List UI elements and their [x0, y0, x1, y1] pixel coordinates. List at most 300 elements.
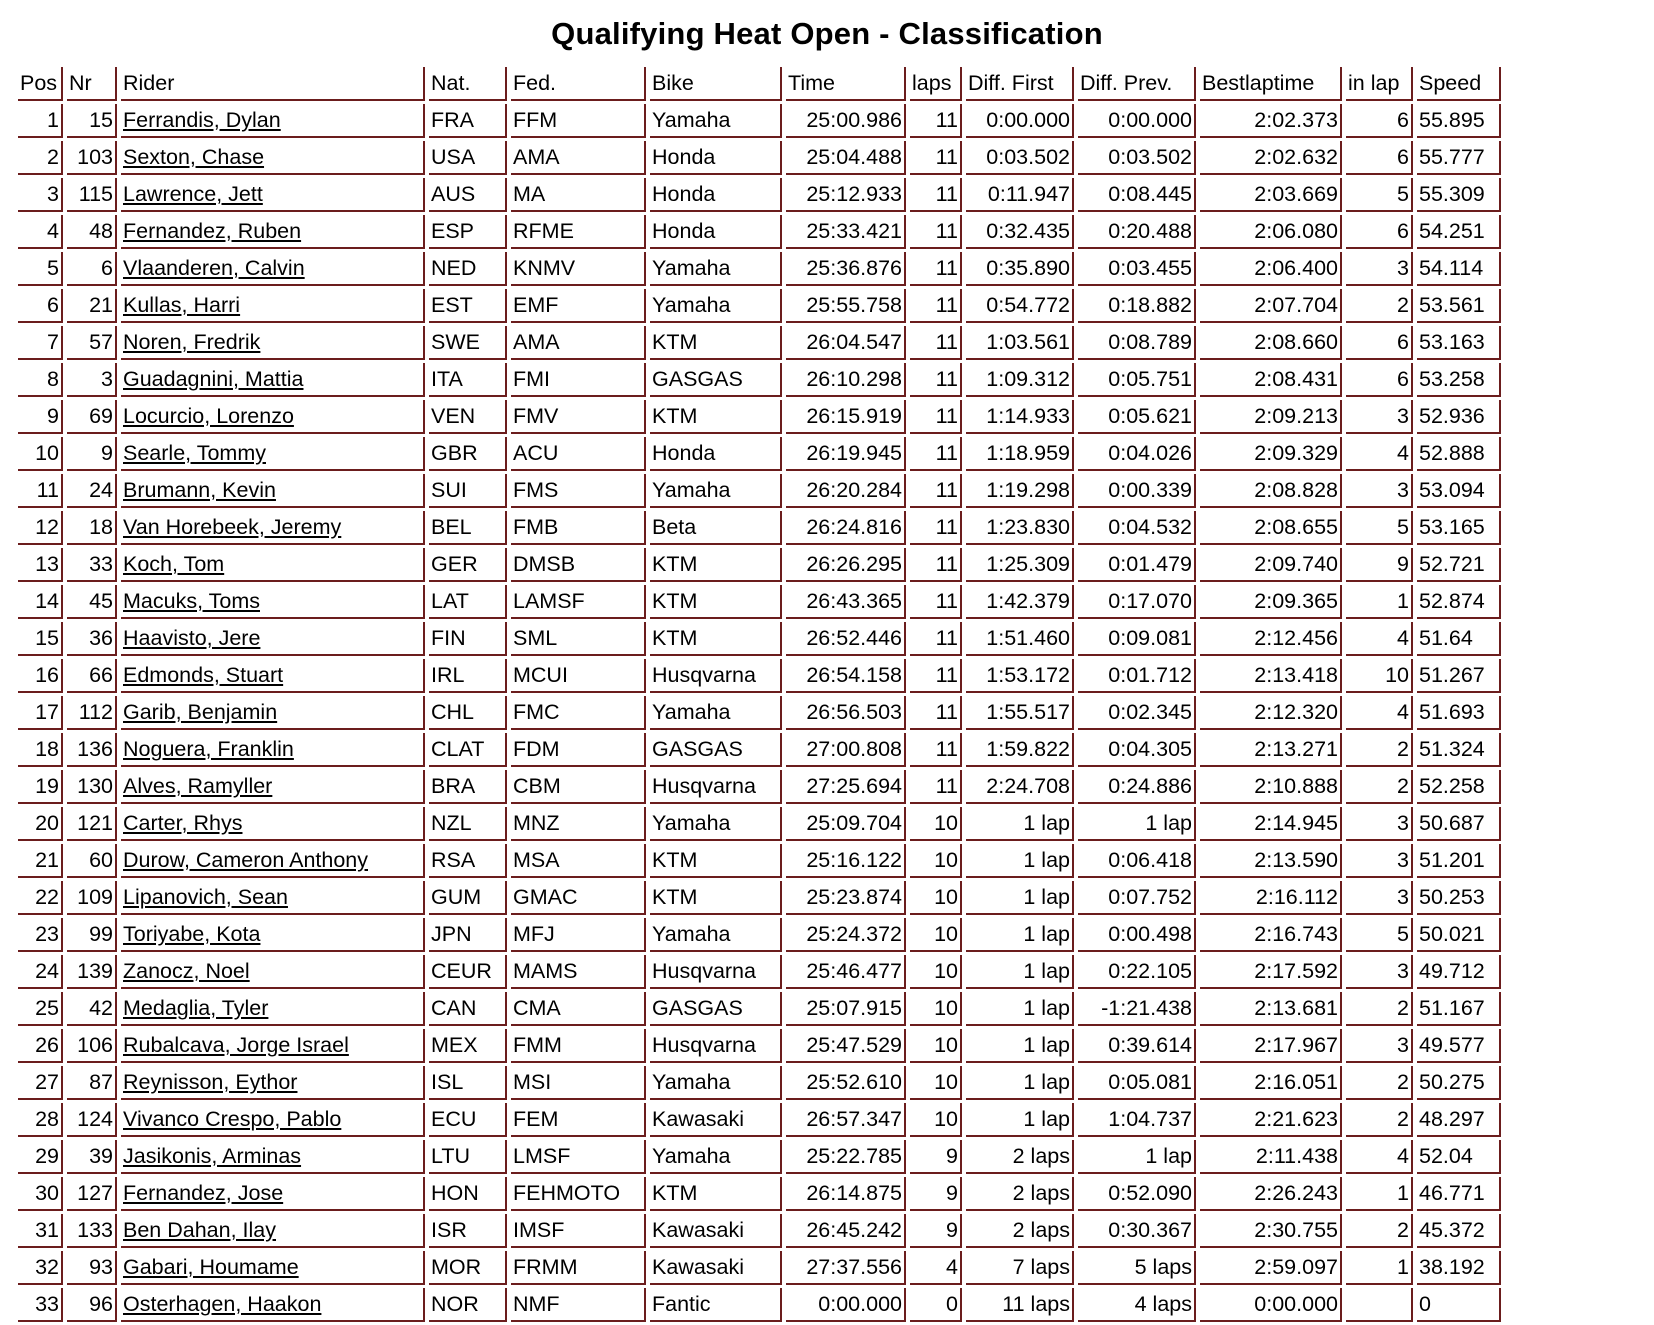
column-header-nat: Nat.	[429, 67, 507, 101]
bike-cell: KTM	[650, 548, 782, 582]
bike-cell: Honda	[650, 141, 782, 175]
diff-prev-cell: 0:09.081	[1078, 622, 1196, 656]
nr-cell: 112	[67, 696, 117, 730]
best-cell: 2:02.632	[1200, 141, 1342, 175]
speed-cell: 52.874	[1417, 585, 1501, 619]
rider-link[interactable]: Osterhagen, Haakon	[123, 1292, 322, 1316]
fed-cell: RFME	[511, 215, 646, 249]
diff-prev-cell: 1 lap	[1078, 1140, 1196, 1174]
laps-cell: 11	[910, 659, 962, 693]
rider-link[interactable]: Edmonds, Stuart	[123, 663, 284, 687]
speed-cell: 49.577	[1417, 1029, 1501, 1063]
diff-prev-cell: 0:18.882	[1078, 289, 1196, 323]
diff-first-cell: 1:09.312	[966, 363, 1074, 397]
rider-link[interactable]: Rubalcava, Jorge Israel	[123, 1033, 349, 1057]
in-lap-cell: 1	[1346, 1177, 1413, 1211]
nr-cell: 18	[67, 511, 117, 545]
nr-cell: 106	[67, 1029, 117, 1063]
nr-cell: 133	[67, 1214, 117, 1248]
rider-link[interactable]: Vivanco Crespo, Pablo	[123, 1107, 342, 1131]
nat-cell: SUI	[429, 474, 507, 508]
rider-cell	[121, 252, 425, 286]
in-lap-cell: 2	[1346, 1103, 1413, 1137]
laps-cell: 9	[910, 1177, 962, 1211]
fed-cell: NMF	[511, 1288, 646, 1322]
best-cell: 2:30.755	[1200, 1214, 1342, 1248]
best-cell: 2:12.456	[1200, 622, 1342, 656]
table-row	[18, 1214, 1501, 1248]
bike-cell: Husqvarna	[650, 955, 782, 989]
rider-link[interactable]: Toriyabe, Kota	[123, 922, 261, 946]
diff-first-cell: 1 lap	[966, 955, 1074, 989]
time-cell: 26:26.295	[786, 548, 906, 582]
pos-cell: 16	[18, 659, 63, 693]
laps-cell: 10	[910, 844, 962, 878]
in-lap-cell: 2	[1346, 289, 1413, 323]
nr-cell: 36	[67, 622, 117, 656]
rider-link[interactable]: Carter, Rhys	[123, 811, 243, 835]
best-cell: 2:13.681	[1200, 992, 1342, 1026]
rider-link[interactable]: Lawrence, Jett	[123, 182, 263, 206]
in-lap-cell: 5	[1346, 918, 1413, 952]
bike-cell: Yamaha	[650, 807, 782, 841]
nr-cell: 124	[67, 1103, 117, 1137]
rider-cell	[121, 918, 425, 952]
rider-link[interactable]: Brumann, Kevin	[123, 478, 276, 502]
diff-prev-cell: 0:00.339	[1078, 474, 1196, 508]
table-row	[18, 1066, 1501, 1100]
laps-cell: 11	[910, 326, 962, 360]
bike-cell: Yamaha	[650, 289, 782, 323]
bike-cell: Yamaha	[650, 696, 782, 730]
pos-cell: 9	[18, 400, 63, 434]
column-header-best: Bestlaptime	[1200, 67, 1342, 101]
diff-prev-cell: 0:01.479	[1078, 548, 1196, 582]
rider-link[interactable]: Noren, Fredrik	[123, 330, 261, 354]
diff-prev-cell: 0:03.455	[1078, 252, 1196, 286]
table-row	[18, 363, 1501, 397]
rider-cell	[121, 437, 425, 471]
fed-cell: FMS	[511, 474, 646, 508]
in-lap-cell: 4	[1346, 1140, 1413, 1174]
best-cell: 2:13.590	[1200, 844, 1342, 878]
diff-prev-cell: 0:06.418	[1078, 844, 1196, 878]
rider-link[interactable]: Vlaanderen, Calvin	[123, 256, 305, 280]
in-lap-cell: 3	[1346, 400, 1413, 434]
best-cell: 2:16.112	[1200, 881, 1342, 915]
rider-link[interactable]: Gabari, Houmame	[123, 1255, 299, 1279]
pos-cell: 29	[18, 1140, 63, 1174]
rider-link[interactable]: Ben Dahan, Ilay	[123, 1218, 276, 1242]
diff-first-cell: 1 lap	[966, 844, 1074, 878]
laps-cell: 11	[910, 622, 962, 656]
bike-cell: Yamaha	[650, 474, 782, 508]
rider-cell	[121, 548, 425, 582]
nr-cell: 60	[67, 844, 117, 878]
table-row	[18, 1140, 1501, 1174]
table-row	[18, 659, 1501, 693]
speed-cell: 51.324	[1417, 733, 1501, 767]
nat-cell: RSA	[429, 844, 507, 878]
bike-cell: GASGAS	[650, 363, 782, 397]
rider-cell	[121, 733, 425, 767]
nat-cell: GUM	[429, 881, 507, 915]
table-row	[18, 548, 1501, 582]
bike-cell: Husqvarna	[650, 770, 782, 804]
rider-link[interactable]: Sexton, Chase	[123, 145, 265, 169]
pos-cell: 30	[18, 1177, 63, 1211]
diff-prev-cell: 0:52.090	[1078, 1177, 1196, 1211]
laps-cell: 11	[910, 178, 962, 212]
pos-cell: 1	[18, 104, 63, 138]
fed-cell: MNZ	[511, 807, 646, 841]
rider-link[interactable]: Locurcio, Lorenzo	[123, 404, 294, 428]
speed-cell: 50.021	[1417, 918, 1501, 952]
nr-cell: 66	[67, 659, 117, 693]
pos-cell: 25	[18, 992, 63, 1026]
speed-cell: 53.258	[1417, 363, 1501, 397]
time-cell: 25:52.610	[786, 1066, 906, 1100]
table-row	[18, 622, 1501, 656]
best-cell: 2:08.655	[1200, 511, 1342, 545]
nr-cell: 130	[67, 770, 117, 804]
pos-cell: 17	[18, 696, 63, 730]
speed-cell: 0	[1417, 1288, 1501, 1322]
bike-cell: GASGAS	[650, 733, 782, 767]
laps-cell: 0	[910, 1288, 962, 1322]
pos-cell: 21	[18, 844, 63, 878]
best-cell: 2:26.243	[1200, 1177, 1342, 1211]
table-row	[18, 215, 1501, 249]
pos-cell: 6	[18, 289, 63, 323]
time-cell: 26:56.503	[786, 696, 906, 730]
nr-cell: 96	[67, 1288, 117, 1322]
table-row	[18, 141, 1501, 175]
table-row	[18, 955, 1501, 989]
laps-cell: 11	[910, 400, 962, 434]
bike-cell: Yamaha	[650, 1140, 782, 1174]
diff-prev-cell: 0:04.305	[1078, 733, 1196, 767]
fed-cell: EMF	[511, 289, 646, 323]
in-lap-cell: 1	[1346, 1251, 1413, 1285]
fed-cell: FMB	[511, 511, 646, 545]
diff-prev-cell: 0:04.532	[1078, 511, 1196, 545]
diff-first-cell: 2 laps	[966, 1214, 1074, 1248]
nat-cell: ITA	[429, 363, 507, 397]
rider-link[interactable]: Macuks, Toms	[123, 589, 260, 613]
nr-cell: 87	[67, 1066, 117, 1100]
in-lap-cell: 10	[1346, 659, 1413, 693]
rider-cell	[121, 1066, 425, 1100]
pos-cell: 27	[18, 1066, 63, 1100]
pos-cell: 19	[18, 770, 63, 804]
laps-cell: 11	[910, 289, 962, 323]
bike-cell: Kawasaki	[650, 1251, 782, 1285]
table-row	[18, 1251, 1501, 1285]
column-header-diff-first: Diff. First	[966, 67, 1074, 101]
bike-cell: Yamaha	[650, 1066, 782, 1100]
nr-cell: 42	[67, 992, 117, 1026]
rider-link[interactable]: Koch, Tom	[123, 552, 225, 576]
rider-link[interactable]: Haavisto, Jere	[123, 626, 261, 650]
time-cell: 25:23.874	[786, 881, 906, 915]
rider-cell	[121, 141, 425, 175]
rider-link[interactable]: Garib, Benjamin	[123, 700, 278, 724]
rider-link[interactable]: Kullas, Harri	[123, 293, 241, 317]
rider-link[interactable]: Guadagnini, Mattia	[123, 367, 304, 391]
time-cell: 25:24.372	[786, 918, 906, 952]
nat-cell: CEUR	[429, 955, 507, 989]
nr-cell: 109	[67, 881, 117, 915]
best-cell: 2:08.431	[1200, 363, 1342, 397]
diff-prev-cell: 0:08.445	[1078, 178, 1196, 212]
bike-cell: Fantic	[650, 1288, 782, 1322]
rider-link[interactable]: Reynisson, Eythor	[123, 1070, 298, 1094]
nat-cell: FRA	[429, 104, 507, 138]
laps-cell: 11	[910, 733, 962, 767]
rider-link[interactable]: Medaglia, Tyler	[123, 996, 269, 1020]
best-cell: 2:07.704	[1200, 289, 1342, 323]
table-row	[18, 1029, 1501, 1063]
diff-first-cell: 2 laps	[966, 1177, 1074, 1211]
rider-cell	[121, 511, 425, 545]
fed-cell: LMSF	[511, 1140, 646, 1174]
rider-link[interactable]: Searle, Tommy	[123, 441, 266, 465]
page-title: Qualifying Heat Open - Classification	[551, 16, 1103, 51]
diff-prev-cell: 0:05.621	[1078, 400, 1196, 434]
nr-cell: 3	[67, 363, 117, 397]
in-lap-cell: 6	[1346, 141, 1413, 175]
fed-cell: ACU	[511, 437, 646, 471]
in-lap-cell: 5	[1346, 178, 1413, 212]
speed-cell: 53.165	[1417, 511, 1501, 545]
fed-cell: GMAC	[511, 881, 646, 915]
in-lap-cell: 3	[1346, 955, 1413, 989]
speed-cell: 38.192	[1417, 1251, 1501, 1285]
pos-cell: 5	[18, 252, 63, 286]
diff-first-cell: 1:55.517	[966, 696, 1074, 730]
laps-cell: 10	[910, 918, 962, 952]
time-cell: 25:12.933	[786, 178, 906, 212]
in-lap-cell: 4	[1346, 437, 1413, 471]
nat-cell: BEL	[429, 511, 507, 545]
pos-cell: 31	[18, 1214, 63, 1248]
nat-cell: HON	[429, 1177, 507, 1211]
diff-prev-cell: 0:24.886	[1078, 770, 1196, 804]
rider-cell	[121, 659, 425, 693]
laps-cell: 10	[910, 1029, 962, 1063]
rider-link[interactable]: Noguera, Franklin	[123, 737, 294, 761]
rider-cell	[121, 215, 425, 249]
fed-cell: MA	[511, 178, 646, 212]
diff-first-cell: 1:53.172	[966, 659, 1074, 693]
speed-cell: 52.936	[1417, 400, 1501, 434]
table-row	[18, 104, 1501, 138]
nat-cell: GER	[429, 548, 507, 582]
rider-cell	[121, 696, 425, 730]
time-cell: 25:36.876	[786, 252, 906, 286]
best-cell: 2:06.080	[1200, 215, 1342, 249]
rider-link[interactable]: Jasikonis, Arminas	[123, 1144, 302, 1168]
table-row	[18, 511, 1501, 545]
fed-cell: KNMV	[511, 252, 646, 286]
fed-cell: DMSB	[511, 548, 646, 582]
table-row	[18, 807, 1501, 841]
rider-cell	[121, 1214, 425, 1248]
bike-cell: KTM	[650, 881, 782, 915]
diff-first-cell: 1 lap	[966, 918, 1074, 952]
rider-cell	[121, 1140, 425, 1174]
rider-cell	[121, 1103, 425, 1137]
best-cell: 2:16.743	[1200, 918, 1342, 952]
diff-prev-cell: 0:17.070	[1078, 585, 1196, 619]
best-cell: 2:09.213	[1200, 400, 1342, 434]
speed-cell: 55.309	[1417, 178, 1501, 212]
bike-cell: Husqvarna	[650, 659, 782, 693]
nr-cell: 15	[67, 104, 117, 138]
rider-cell	[121, 400, 425, 434]
best-cell: 2:14.945	[1200, 807, 1342, 841]
time-cell: 26:24.816	[786, 511, 906, 545]
bike-cell: Honda	[650, 215, 782, 249]
best-cell: 2:12.320	[1200, 696, 1342, 730]
table-row	[18, 844, 1501, 878]
pos-cell: 12	[18, 511, 63, 545]
speed-cell: 54.114	[1417, 252, 1501, 286]
in-lap-cell: 4	[1346, 696, 1413, 730]
in-lap-cell: 6	[1346, 104, 1413, 138]
time-cell: 26:54.158	[786, 659, 906, 693]
diff-first-cell: 1 lap	[966, 1103, 1074, 1137]
table-row	[18, 1177, 1501, 1211]
laps-cell: 11	[910, 215, 962, 249]
fed-cell: FFM	[511, 104, 646, 138]
rider-link[interactable]: Ferrandis, Dylan	[123, 108, 281, 132]
diff-prev-cell: 1:04.737	[1078, 1103, 1196, 1137]
in-lap-cell: 2	[1346, 992, 1413, 1026]
diff-first-cell: 1:25.309	[966, 548, 1074, 582]
fed-cell: FMM	[511, 1029, 646, 1063]
time-cell: 26:15.919	[786, 400, 906, 434]
speed-cell: 53.094	[1417, 474, 1501, 508]
nat-cell: NOR	[429, 1288, 507, 1322]
rider-cell	[121, 363, 425, 397]
nat-cell: BRA	[429, 770, 507, 804]
best-cell: 2:10.888	[1200, 770, 1342, 804]
speed-cell: 52.258	[1417, 770, 1501, 804]
rider-link[interactable]: Durow, Cameron Anthony	[123, 848, 368, 872]
diff-first-cell: 1 lap	[966, 881, 1074, 915]
rider-link[interactable]: Van Horebeek, Jeremy	[123, 515, 342, 539]
pos-cell: 10	[18, 437, 63, 471]
nat-cell: EST	[429, 289, 507, 323]
table-row	[18, 992, 1501, 1026]
classification-table	[14, 64, 1505, 1325]
laps-cell: 11	[910, 437, 962, 471]
pos-cell: 3	[18, 178, 63, 212]
diff-prev-cell: 0:00.000	[1078, 104, 1196, 138]
speed-cell: 50.275	[1417, 1066, 1501, 1100]
nr-cell: 9	[67, 437, 117, 471]
diff-first-cell: 11 laps	[966, 1288, 1074, 1322]
best-cell: 2:17.592	[1200, 955, 1342, 989]
rider-link[interactable]: Alves, Ramyller	[123, 774, 273, 798]
nr-cell: 115	[67, 178, 117, 212]
table-row	[18, 474, 1501, 508]
diff-prev-cell: 0:39.614	[1078, 1029, 1196, 1063]
laps-cell: 11	[910, 363, 962, 397]
nat-cell: IRL	[429, 659, 507, 693]
rider-cell	[121, 622, 425, 656]
pos-cell: 28	[18, 1103, 63, 1137]
diff-first-cell: 0:54.772	[966, 289, 1074, 323]
diff-first-cell: 1 lap	[966, 1029, 1074, 1063]
table-row	[18, 881, 1501, 915]
speed-cell: 53.561	[1417, 289, 1501, 323]
laps-cell: 9	[910, 1140, 962, 1174]
nr-cell: 103	[67, 141, 117, 175]
best-cell: 0:00.000	[1200, 1288, 1342, 1322]
fed-cell: FMC	[511, 696, 646, 730]
fed-cell: CBM	[511, 770, 646, 804]
pos-cell: 24	[18, 955, 63, 989]
fed-cell: LAMSF	[511, 585, 646, 619]
speed-cell: 51.201	[1417, 844, 1501, 878]
rider-link[interactable]: Zanocz, Noel	[123, 959, 250, 983]
fed-cell: FEHMOTO	[511, 1177, 646, 1211]
nat-cell: MOR	[429, 1251, 507, 1285]
laps-cell: 10	[910, 1066, 962, 1100]
speed-cell: 54.251	[1417, 215, 1501, 249]
speed-cell: 53.163	[1417, 326, 1501, 360]
best-cell: 2:17.967	[1200, 1029, 1342, 1063]
rider-cell	[121, 326, 425, 360]
nr-cell: 45	[67, 585, 117, 619]
fed-cell: AMA	[511, 326, 646, 360]
time-cell: 25:16.122	[786, 844, 906, 878]
rider-link[interactable]: Lipanovich, Sean	[123, 885, 288, 909]
nr-cell: 24	[67, 474, 117, 508]
pos-cell: 18	[18, 733, 63, 767]
nat-cell: AUS	[429, 178, 507, 212]
nat-cell: MEX	[429, 1029, 507, 1063]
rider-link[interactable]: Fernandez, Jose	[123, 1181, 284, 1205]
time-cell: 27:37.556	[786, 1251, 906, 1285]
in-lap-cell: 2	[1346, 770, 1413, 804]
in-lap-cell: 3	[1346, 807, 1413, 841]
nat-cell: CLAT	[429, 733, 507, 767]
best-cell: 2:09.329	[1200, 437, 1342, 471]
laps-cell: 11	[910, 474, 962, 508]
in-lap-cell: 3	[1346, 1029, 1413, 1063]
fed-cell: MSI	[511, 1066, 646, 1100]
in-lap-cell: 2	[1346, 1214, 1413, 1248]
time-cell: 26:20.284	[786, 474, 906, 508]
speed-cell: 55.895	[1417, 104, 1501, 138]
diff-prev-cell: 4 laps	[1078, 1288, 1196, 1322]
best-cell: 2:11.438	[1200, 1140, 1342, 1174]
diff-prev-cell: 0:02.345	[1078, 696, 1196, 730]
table-body	[18, 104, 1501, 1322]
diff-prev-cell: 0:03.502	[1078, 141, 1196, 175]
pos-cell: 26	[18, 1029, 63, 1063]
speed-cell: 50.687	[1417, 807, 1501, 841]
bike-cell: KTM	[650, 844, 782, 878]
nr-cell: 39	[67, 1140, 117, 1174]
rider-link[interactable]: Fernandez, Ruben	[123, 219, 302, 243]
best-cell: 2:09.365	[1200, 585, 1342, 619]
diff-prev-cell: -1:21.438	[1078, 992, 1196, 1026]
